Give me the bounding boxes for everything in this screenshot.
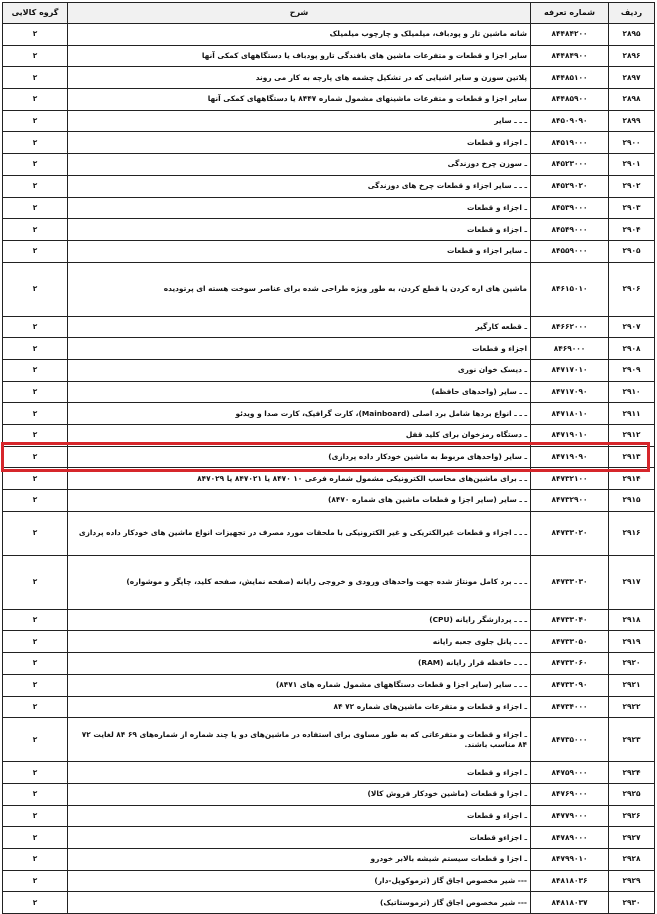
row-number-cell: ۲۹۲۷ [609, 827, 655, 849]
row-number-cell: ۲۹۲۵ [609, 783, 655, 805]
tariff-code-cell: ۸۴۵۰۹۰۹۰ [531, 110, 609, 132]
tariff-code-cell: ۸۴۶۹۰۰۰ [531, 338, 609, 360]
tariff-code-cell: ۸۴۷۳۲۱۰۰ [531, 468, 609, 490]
description-cell: ماشین های اره کردن یا قطع کردن، به طور ویژه طراحی شده برای عناصر سوخت هسته ای پرتودیده [68, 262, 531, 316]
row-number-cell: ۲۹۰۴ [609, 219, 655, 241]
row-number-cell: ۲۹۲۲ [609, 696, 655, 718]
product-group-cell: ۲ [3, 609, 68, 631]
tariff-code-cell: ۸۴۵۱۹۰۰۰ [531, 132, 609, 154]
product-group-cell: ۲ [3, 696, 68, 718]
tariff-code-cell: ۸۴۸۱۸۰۳۶ [531, 870, 609, 892]
product-group-cell: ۲ [3, 403, 68, 425]
row-number-cell: ۲۹۲۸ [609, 848, 655, 870]
product-group-cell: ۲ [3, 359, 68, 381]
row-number-cell: ۲۹۱۹ [609, 631, 655, 653]
description-cell: --- شیر مخصوص اجاق گاز (ترموکوپل-دار) [68, 870, 531, 892]
row-number-cell: ۲۸۹۶ [609, 45, 655, 67]
product-group-cell: ۲ [3, 262, 68, 316]
row-number-cell: ۲۹۰۹ [609, 359, 655, 381]
product-group-cell: ۲ [3, 783, 68, 805]
row-number-cell: ۲۸۹۸ [609, 89, 655, 111]
description-cell: اجزاء و قطعات [68, 338, 531, 360]
description-cell: ـ ـ ـ انواع بردها شامل برد اصلی (Mainboard)، کارت گرافیک، کارت صدا و ویدئو [68, 403, 531, 425]
row-number-cell: ۲۹۰۳ [609, 197, 655, 219]
tariff-code-cell: ۸۴۴۸۴۹۰۰ [531, 45, 609, 67]
tariff-code-cell: ۸۴۷۳۲۹۰۰ [531, 490, 609, 512]
tariff-code-cell: ۸۴۴۸۴۲۰۰ [531, 24, 609, 46]
description-cell: ـ اجزاءو قطعات [68, 827, 531, 849]
header-product-group: گروه کالایی [3, 3, 68, 24]
row-number-cell: ۲۹۱۵ [609, 490, 655, 512]
tariff-code-cell: ۸۴۶۶۲۰۰۰ [531, 316, 609, 338]
product-group-cell: ۲ [3, 175, 68, 197]
row-number-cell: ۲۹۳۰ [609, 892, 655, 914]
header-row [3, 3, 655, 24]
row-number-cell: ۲۸۹۵ [609, 24, 655, 46]
description-cell: ـ اجزا و قطعات (ماشین خودکار فروش کالا) [68, 783, 531, 805]
tariff-code-cell: ۸۴۵۲۳۰۰۰ [531, 154, 609, 176]
row-number-cell: ۲۹۲۹ [609, 870, 655, 892]
tariff-code-cell: ۸۴۸۱۸۰۳۷ [531, 892, 609, 914]
product-group-cell: ۲ [3, 827, 68, 849]
tariff-code-cell: ۸۴۷۹۹۰۱۰ [531, 848, 609, 870]
table-row [3, 132, 655, 154]
product-group-cell: ۲ [3, 674, 68, 696]
description-cell: ـ اجزاء و قطعات و متفرعاتی که به طور مساوی برای استفاده در ماشین‌های دو یا چند شماره از شماره‌های ۶۹ ۸۴ لغایت ۷۲ ۸۴ مناسب باشند. [68, 718, 531, 762]
tariff-code-cell: ۸۴۶۱۵۰۱۰ [531, 262, 609, 316]
tariff-code-cell: ۸۴۷۶۹۰۰۰ [531, 783, 609, 805]
product-group-cell: ۲ [3, 805, 68, 827]
description-cell: ـ ـ سایر (سایر اجزا و قطعات ماشین های شماره ۸۴۷۰) [68, 490, 531, 512]
product-group-cell: ۲ [3, 381, 68, 403]
tariff-code-cell: ۸۴۷۱۷۰۱۰ [531, 359, 609, 381]
table-row [3, 446, 655, 468]
row-number-cell: ۲۹۲۱ [609, 674, 655, 696]
row-number-cell: ۲۹۰۰ [609, 132, 655, 154]
product-group-cell: ۲ [3, 240, 68, 262]
tariff-code-cell: ۸۴۷۱۷۰۹۰ [531, 381, 609, 403]
header-tariff-code: شماره تعرفه [531, 3, 609, 24]
tariff-code-cell: ۸۴۷۵۹۰۰۰ [531, 762, 609, 784]
tariff-code-cell: ۸۴۷۳۳۰۴۰ [531, 609, 609, 631]
table-row [3, 490, 655, 512]
product-group-cell: ۲ [3, 468, 68, 490]
header-row-number: ردیف [609, 3, 655, 24]
product-group-cell: ۲ [3, 446, 68, 468]
table-row [3, 425, 655, 447]
table-row [3, 381, 655, 403]
product-group-cell: ۲ [3, 892, 68, 914]
tariff-code-cell: ۸۴۵۵۹۰۰۰ [531, 240, 609, 262]
table-row [3, 197, 655, 219]
product-group-cell: ۲ [3, 110, 68, 132]
description-cell: ـ اجزاء و قطعات و متفرعات ماشین‌های شماره ۷۲ ۸۴ [68, 696, 531, 718]
row-number-cell: ۲۹۲۴ [609, 762, 655, 784]
product-group-cell: ۲ [3, 24, 68, 46]
product-group-cell: ۲ [3, 870, 68, 892]
tariff-code-cell: ۸۴۴۸۵۹۰۰ [531, 89, 609, 111]
table-row [3, 827, 655, 849]
table-row [3, 696, 655, 718]
table-row [3, 240, 655, 262]
product-group-cell: ۲ [3, 653, 68, 675]
product-group-cell: ۲ [3, 425, 68, 447]
tariff-code-cell: ۸۴۵۴۹۰۰۰ [531, 219, 609, 241]
row-number-cell: ۲۹۱۴ [609, 468, 655, 490]
table-row [3, 262, 655, 316]
row-number-cell: ۲۹۲۶ [609, 805, 655, 827]
table-row [3, 338, 655, 360]
tariff-code-cell: ۸۴۷۷۹۰۰۰ [531, 805, 609, 827]
product-group-cell: ۲ [3, 219, 68, 241]
row-number-cell: ۲۹۱۷ [609, 555, 655, 609]
table-row [3, 653, 655, 675]
description-cell: ـ اجزاء و قطعات [68, 219, 531, 241]
table-row [3, 175, 655, 197]
table-row [3, 468, 655, 490]
table-row [3, 67, 655, 89]
row-number-cell: ۲۸۹۷ [609, 67, 655, 89]
header-description: شرح [68, 3, 531, 24]
row-number-cell: ۲۹۰۲ [609, 175, 655, 197]
description-cell: ـ سایر (واحدهای مربوط به ماشین خودکار داده پردازی) [68, 446, 531, 468]
product-group-cell: ۲ [3, 718, 68, 762]
product-group-cell: ۲ [3, 555, 68, 609]
product-group-cell: ۲ [3, 490, 68, 512]
row-number-cell: ۲۹۱۲ [609, 425, 655, 447]
table-row [3, 555, 655, 609]
description-cell: شانه ماشین تار و پودباف، میلمیلک و چارچوب میلمیلک [68, 24, 531, 46]
row-number-cell: ۲۹۱۱ [609, 403, 655, 425]
tariff-code-cell: ۸۴۷۳۴۰۰۰ [531, 696, 609, 718]
table-row [3, 609, 655, 631]
description-cell: ـ دیسک خوان نوری [68, 359, 531, 381]
description-cell: ـ سایر اجزاء و قطعات [68, 240, 531, 262]
description-cell: ـ قطعه کارگیر [68, 316, 531, 338]
table-row [3, 511, 655, 555]
tariff-code-cell: ۸۴۷۳۳۰۵۰ [531, 631, 609, 653]
table-row [3, 359, 655, 381]
description-cell: ـ ـ سایر (واحدهای حافظه) [68, 381, 531, 403]
description-cell: ـ ـ ـ برد کامل مونتاژ شده جهت واحدهای ورودی و خروجی رایانه (صفحه نمایش، صفحه کلید، چاپگر و موشواره) [68, 555, 531, 609]
description-cell: ـ ـ ـ سایر (سایر اجزا و قطعات دستگاههای مشمول شماره های ۸۴۷۱) [68, 674, 531, 696]
product-group-cell: ۲ [3, 848, 68, 870]
description-cell: ـ ـ ـ سایر اجزاء و قطعات چرخ های دوزندگی [68, 175, 531, 197]
row-number-cell: ۲۹۰۶ [609, 262, 655, 316]
tariff-code-cell: ۸۴۷۳۳۰۹۰ [531, 674, 609, 696]
tariff-code-cell: ۸۴۵۳۹۰۰۰ [531, 197, 609, 219]
description-cell: ـ ـ ـ اجزاء و قطعات غیرالکتریکی و غیر الکترونیکی با ملحقات مورد مصرف در تجهیزات انواع ماشین های خودکار داده پردازی [68, 511, 531, 555]
tariff-table [2, 2, 655, 914]
table-row [3, 892, 655, 914]
row-number-cell: ۲۹۲۳ [609, 718, 655, 762]
table-row [3, 45, 655, 67]
tariff-code-cell: ۸۴۷۳۳۰۶۰ [531, 653, 609, 675]
product-group-cell: ۲ [3, 154, 68, 176]
table-row [3, 718, 655, 762]
description-cell: ـ ـ ـ پانل جلوی جعبه رایانه [68, 631, 531, 653]
table-row [3, 89, 655, 111]
table-row [3, 316, 655, 338]
description-cell: پلاتین سوزن و سایر اشیایی که در تشکیل چشمه های پارچه به کار می روند [68, 67, 531, 89]
product-group-cell: ۲ [3, 197, 68, 219]
table-row [3, 631, 655, 653]
product-group-cell: ۲ [3, 316, 68, 338]
description-cell: ـ اجزاء و قطعات [68, 762, 531, 784]
table-row [3, 403, 655, 425]
table-body [3, 24, 655, 914]
tariff-code-cell: ۸۴۷۳۳۰۲۰ [531, 511, 609, 555]
product-group-cell: ۲ [3, 762, 68, 784]
row-number-cell: ۲۸۹۹ [609, 110, 655, 132]
row-number-cell: ۲۹۰۸ [609, 338, 655, 360]
row-number-cell: ۲۹۲۰ [609, 653, 655, 675]
description-cell: --- شیر مخصوص اجاق گاز (ترموستاتیک) [68, 892, 531, 914]
product-group-cell: ۲ [3, 338, 68, 360]
table-row [3, 762, 655, 784]
row-number-cell: ۲۹۰۱ [609, 154, 655, 176]
row-number-cell: ۲۹۰۷ [609, 316, 655, 338]
row-number-cell: ۲۹۱۰ [609, 381, 655, 403]
tariff-code-cell: ۸۴۷۸۹۰۰۰ [531, 827, 609, 849]
tariff-code-cell: ۸۴۷۱۹۰۹۰ [531, 446, 609, 468]
description-cell: ـ ـ ـ حافظه قرار رایانه (RAM) [68, 653, 531, 675]
description-cell: ـ سوزن چرخ دوزندگی [68, 154, 531, 176]
tariff-code-cell: ۸۴۷۱۹۰۱۰ [531, 425, 609, 447]
product-group-cell: ۲ [3, 511, 68, 555]
description-cell: ـ اجزا و قطعات سیستم شیشه بالابر خودرو [68, 848, 531, 870]
product-group-cell: ۲ [3, 67, 68, 89]
description-cell: ـ ـ برای ماشین‌های محاسب الکترونیکی مشمول شماره فرعی ۱۰ ۸۴۷۰ یا ۸۴۷۰۲۱ یا ۸۴۷۰۲۹ [68, 468, 531, 490]
product-group-cell: ۲ [3, 132, 68, 154]
table-row [3, 783, 655, 805]
description-cell: ـ ـ ـ سایر [68, 110, 531, 132]
tariff-code-cell: ۸۴۷۱۸۰۱۰ [531, 403, 609, 425]
product-group-cell: ۲ [3, 89, 68, 111]
row-number-cell: ۲۹۱۶ [609, 511, 655, 555]
description-cell: سایر اجزا و قطعات و متفرعات ماشین های بافندگی تارو پودباف یا دستگاههای کمکی آنها [68, 45, 531, 67]
product-group-cell: ۲ [3, 45, 68, 67]
tariff-code-cell: ۸۴۵۲۹۰۲۰ [531, 175, 609, 197]
table-row [3, 848, 655, 870]
table-row [3, 24, 655, 46]
table-row [3, 870, 655, 892]
table-row [3, 110, 655, 132]
description-cell: ـ اجزاء و قطعات [68, 132, 531, 154]
description-cell: سایر اجزا و قطعات و متفرعات ماشینهای مشمول شماره ۸۴۴۷ یا دستگاههای کمکی آنها [68, 89, 531, 111]
product-group-cell: ۲ [3, 631, 68, 653]
description-cell: ـ اجزاء و قطعات [68, 197, 531, 219]
tariff-code-cell: ۸۴۷۳۵۰۰۰ [531, 718, 609, 762]
row-number-cell: ۲۹۱۳ [609, 446, 655, 468]
table-row [3, 805, 655, 827]
description-cell: ـ ـ ـ پردازشگر رایانه (CPU) [68, 609, 531, 631]
description-cell: ـ اجزاء و قطعات [68, 805, 531, 827]
tariff-code-cell: ۸۴۷۳۳۰۳۰ [531, 555, 609, 609]
table-row [3, 154, 655, 176]
tariff-code-cell: ۸۴۴۸۵۱۰۰ [531, 67, 609, 89]
description-cell: ـ دستگاه رمزخوان برای کلید قفل [68, 425, 531, 447]
row-number-cell: ۲۹۱۸ [609, 609, 655, 631]
table-row [3, 219, 655, 241]
row-number-cell: ۲۹۰۵ [609, 240, 655, 262]
table-row [3, 674, 655, 696]
